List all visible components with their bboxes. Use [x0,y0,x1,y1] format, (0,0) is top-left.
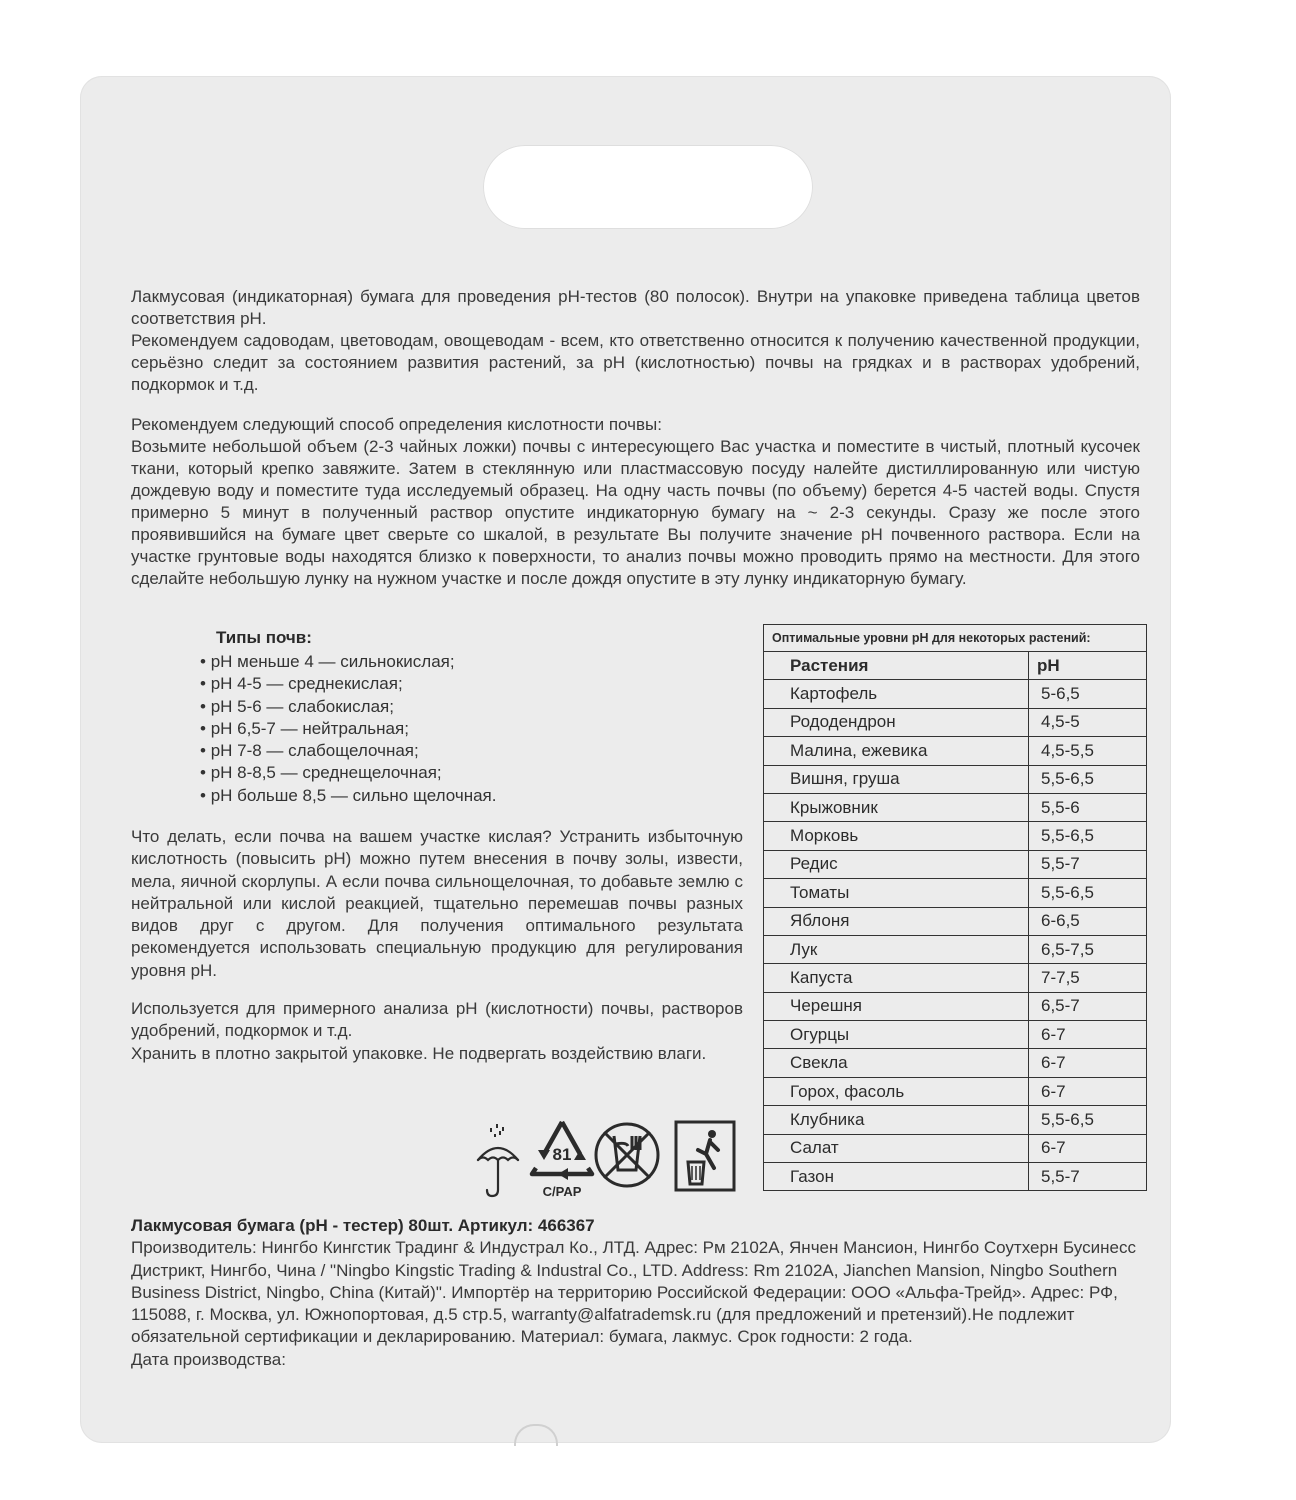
table-row [764,1134,1147,1162]
ph-cell: 5,5-6,5 [1029,765,1147,793]
ph-cell: 5,5-7 [1029,850,1147,878]
ph-cell: 6,5-7,5 [1029,935,1147,963]
soil-type-item: • pH 5-6 — слабокислая; [200,696,496,718]
table-row [764,1021,1147,1049]
plant-cell: Морковь [764,822,1029,850]
ph-cell: 6,5-7 [1029,992,1147,1020]
product-footer [131,1215,1141,1371]
plant-cell: Малина, ежевика [764,737,1029,765]
advice-paragraph-2: Используется для примерного анализа pH (кислотности) почвы, растворов удобрений, подкормок и т.д. [131,999,743,1041]
plant-cell: Огурцы [764,1021,1029,1049]
recycle-code: 81 [552,1145,572,1164]
table-row [764,680,1147,708]
plant-cell: Редис [764,850,1029,878]
ph-cell: 5,5-7 [1029,1163,1147,1191]
table-row [764,1163,1147,1191]
plant-cell: Горох, фасоль [764,1077,1029,1105]
soil-types-title: Типы почв: [216,628,312,647]
table-row [764,879,1147,907]
production-date: Дата производства: [131,1349,286,1369]
soil-type-item: • pH 8-8,5 — среднещелочная; [200,762,496,784]
recycle-label: C/PAP [542,1184,582,1199]
table-row [764,737,1147,765]
table-row [764,822,1147,850]
table-row [764,765,1147,793]
ph-cell: 6-7 [1029,1134,1147,1162]
plant-cell: Томаты [764,879,1029,907]
plant-cell: Вишня, груша [764,765,1029,793]
manufacturer-info: Производитель: Нингбо Кингстик Традинг & Индустрал Ко., ЛТД. Адрес: Рм 2102А, Янчен Мансион, Нингбо Соутхерн Бусинесс Дистрикт, Нингбо, Чина / "Ningbo Kingstic Trading & Industral Co., LTD. Address: Rm 2102A, Jianchen Mansion, Ningbo Southern Business District, Ningbo, China (Китай)". Импортёр на территорию Российской Федерации: ООО «Альфа-Трейд». Адрес: РФ, 115088, г. Москва, ул. Южнопортовая, д.5 стр.5, warranty@alfatrademsk.ru (для предложений и претензий).Не подлежит обязательной сертификации и декларированию. Материал: бумага, лакмус. Срок годности: 2 года. [131,1238,1136,1347]
intro-paragraph-3: Рекомендуем следующий способ определения кислотности почвы: [131,415,662,434]
soil-type-item: • pH 4-5 — среднекислая; [200,673,496,695]
table-row [764,992,1147,1020]
table-row [764,708,1147,736]
table-row [764,850,1147,878]
soil-type-item: • pH 6,5-7 — нейтральная; [200,718,496,740]
soil-type-item: • pH меньше 4 — сильнокислая; [200,651,496,673]
advice-paragraph-3: Хранить в плотно закрытой упаковке. Не подвергать воздействию влаги. [131,1043,707,1063]
table-row [764,1077,1147,1105]
plant-cell: Яблоня [764,907,1029,935]
table-row [764,935,1147,963]
intro-text [131,286,1140,590]
plant-cell: Клубника [764,1106,1029,1134]
ph-cell: 4,5-5 [1029,708,1147,736]
ph-cell: 7-7,5 [1029,964,1147,992]
advice-text [131,826,743,1065]
soil-types-list [200,651,496,807]
ph-cell: 5,5-6,5 [1029,1106,1147,1134]
table-row [764,964,1147,992]
ph-table-header-plant: Растения [764,652,1029,680]
ph-cell: 5,5-6,5 [1029,879,1147,907]
plant-cell: Газон [764,1163,1029,1191]
table-row [764,1049,1147,1077]
dispose-in-bin-icon [674,1120,736,1192]
product-title: Лакмусовая бумага (pH - тестер) 80шт. Артикул: 466367 [131,1216,595,1235]
ph-cell: 5,5-6,5 [1029,822,1147,850]
advice-paragraph-1: Что делать, если почва на вашем участке кислая? Устранить избыточную кислотность (повысить pH) можно путем внесения в почву золы, извести, мела, яичной скорлупы. А если почва сильнощелочная, то добавьте землю с нейтральной или кислой реакцией, тщательно перемешав почвы разных видов друг с другом. Для получения оптимального результата рекомендуется использовать специальную продукцию для регулирования уровня pH. [131,827,743,980]
plant-cell: Картофель [764,680,1029,708]
ph-cell: 6-7 [1029,1077,1147,1105]
table-row [764,793,1147,821]
hang-hole [483,145,813,229]
plant-cell: Рододендрон [764,708,1029,736]
ph-cell: 6-6,5 [1029,907,1147,935]
ph-cell: 6-7 [1029,1021,1147,1049]
intro-paragraph-4: Возьмите небольшой объем (2-3 чайных ложки) почвы с интересующего Вас участка и поместите в чистый, плотный кусочек ткани, который крепко завяжите. Затем в стеклянную или пластмассовую посуду налейте дистиллированную или чистую дождевую воду и поместите туда исследуемый образец. На одну часть почвы (по объему) берется 4-5 частей воды. Спустя примерно 5 минут в полученный раствор опустите индикаторную бумагу на ~ 2-3 секунды. Сразу же после этого проявившийся на бумаге цвет сверьте со шкалой, в результате Вы получите значение pH почвенного раствора. Если на участке грунтовые воды находятся близко к поверхности, то анализ почвы можно проводить прямо на местности. Для этого сделайте небольшую лунку на нужном участке и после дождя опустите в эту лунку индикаторную бумагу. [131,437,1140,588]
keep-dry-umbrella-icon [474,1122,522,1200]
plant-cell: Черешня [764,992,1029,1020]
plant-cell: Лук [764,935,1029,963]
ph-cell: 5,5-6 [1029,793,1147,821]
intro-paragraph-2: Рекомендуем садоводам, цветоводам, овощеводам - всем, кто ответственно относится к получению качественной продукции, серьёзно следит за состоянием развития растений, за pH (кислотностью) почвы на грядках и в растворах удобрений, подкормок и т.д. [131,331,1140,394]
table-row [764,907,1147,935]
plant-cell: Свекла [764,1049,1029,1077]
ph-table-caption: Оптимальные уровни pH для некоторых растений: [764,625,1147,652]
soil-type-item: • pH 7-8 — слабощелочная; [200,740,496,762]
plant-cell: Крыжовник [764,793,1029,821]
plant-cell: Капуста [764,964,1029,992]
ph-cell: 4,5-5,5 [1029,737,1147,765]
plant-cell: Салат [764,1134,1029,1162]
ph-table [763,624,1147,1191]
recycle-icon [524,1116,600,1200]
ph-table-header-ph: pH [1029,652,1147,680]
ph-cell: 6-7 [1029,1049,1147,1077]
intro-paragraph-1: Лакмусовая (индикаторная) бумага для проведения pH-тестов (80 полосок). Внутри на упаковке приведена таблица цветов соответствия pH. [131,287,1140,328]
table-row [764,1106,1147,1134]
not-for-food-icon [592,1120,662,1190]
soil-type-item: • pH больше 8,5 — сильно щелочная. [200,785,496,807]
ph-cell: 5-6,5 [1029,680,1147,708]
